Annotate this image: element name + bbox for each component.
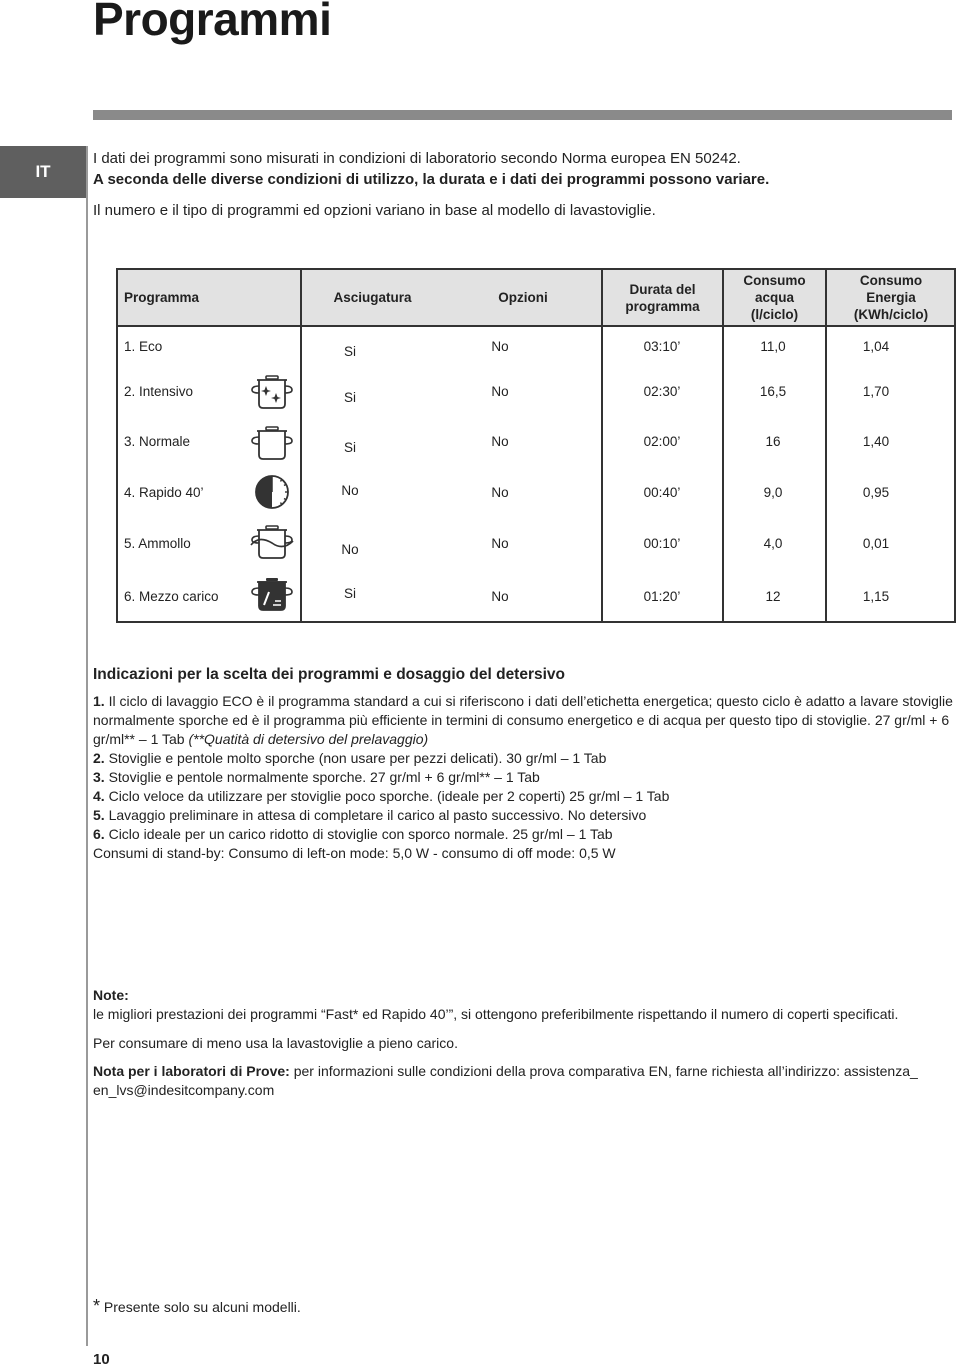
- durata-value: 01:20’: [643, 589, 681, 604]
- acqua-value: 16: [765, 434, 781, 449]
- note-2: [93, 749, 953, 768]
- header-acqua-line2: acqua: [754, 290, 795, 305]
- program-name: 3. Normale: [124, 434, 191, 449]
- half-load-icon: [249, 575, 295, 615]
- asciugatura-value: Si: [343, 390, 357, 405]
- header-energia: [826, 270, 956, 325]
- header-durata: [602, 270, 723, 325]
- note-text: Il ciclo di lavaggio ECO è il programma standard a cui si riferiscono i dati dell’etichetta energetica; questo ciclo è adatto a lavare stoviglie normalmente sporche ed è il programma più efficiente in termini di consumo energetico e di acqua per questo tipo di stoviglie. 27 gr/ml + 6 gr/ml** – 1 Tab: [93, 693, 953, 747]
- soak-pot-icon: [249, 523, 295, 563]
- durata-value: 02:30’: [643, 384, 681, 399]
- energia-value: 0,01: [862, 536, 890, 551]
- program-name: 6. Mezzo carico: [124, 589, 219, 604]
- table-divider: [722, 270, 724, 621]
- page-title: Programmi: [93, 0, 332, 45]
- energia-value: 1,04: [862, 339, 890, 354]
- header-durata-line1: Durata del: [629, 281, 696, 297]
- note-italic: (**Quatità di detersivo del prelavaggio): [188, 731, 429, 747]
- program-name: 1. Eco: [124, 339, 163, 354]
- asciugatura-value: No: [341, 483, 359, 498]
- pot-sparkle-icon: [249, 373, 295, 413]
- note-label: Note:: [93, 987, 129, 1003]
- header-rule: [93, 110, 952, 120]
- standby-consumption: Consumi di stand-by: Consumo di left-on mode: 5,0 W - consumo di off mode: 0,5 W: [93, 845, 616, 861]
- guide-title: Indicazioni per la scelta dei programmi e dosaggio del detersivo: [93, 666, 566, 683]
- opzioni-value: No: [491, 589, 509, 604]
- acqua-value: 4,0: [763, 536, 783, 551]
- note-text: Ciclo ideale per un carico ridotto di stoviglie con sporco normale. 25 gr/ml – 1 Tab: [104, 826, 613, 842]
- table-divider: [825, 270, 827, 621]
- note-5: [93, 806, 953, 825]
- footnote: [93, 1296, 301, 1317]
- header-acqua-line3: (l/ciclo): [750, 307, 799, 322]
- acqua-value: 12: [765, 589, 781, 604]
- lab-note-label: Nota per i laboratori di Prove:: [93, 1063, 290, 1079]
- durata-value: 00:40’: [643, 485, 681, 500]
- asciugatura-value: No: [341, 542, 359, 557]
- header-acqua: [723, 270, 826, 325]
- energia-value: 1,70: [862, 384, 890, 399]
- note-text: Ciclo veloce da utilizzare per stoviglie poco sporche. (ideale per 2 coperti) 25 gr/ml – 1 Tab: [104, 788, 670, 804]
- program-name: 4. Rapido 40’: [124, 485, 204, 500]
- note-text: Stoviglie e pentole normalmente sporche. 27 gr/ml + 6 gr/ml** – 1 Tab: [104, 769, 540, 785]
- opzioni-value: No: [491, 339, 509, 354]
- clock-icon: [249, 472, 295, 512]
- opzioni-value: No: [491, 384, 509, 399]
- intro-line-2: A seconda delle diverse condizioni di utilizzo, la durata e i dati dei programmi possono variare.: [93, 171, 770, 188]
- acqua-value: 16,5: [759, 384, 787, 399]
- header-acqua-line1: Consumo: [743, 273, 806, 288]
- lab-note: [93, 1062, 955, 1100]
- header-asciugatura: Asciugatura: [333, 290, 412, 305]
- durata-value: 02:00’: [643, 434, 681, 449]
- header-durata-line2: programma: [625, 298, 700, 314]
- table-divider: [601, 270, 603, 621]
- note-6: [93, 825, 953, 844]
- opzioni-value: No: [491, 536, 509, 551]
- note-number: 2.: [93, 750, 105, 766]
- note-text: Lavaggio preliminare in attesa di completare il carico al pasto successivo. No detersivo: [104, 807, 647, 823]
- energia-value: 1,15: [862, 589, 890, 604]
- durata-value: 00:10’: [643, 536, 681, 551]
- note-number: 1.: [93, 693, 105, 709]
- durata-value: 03:10’: [643, 339, 681, 354]
- notes-block: [93, 986, 955, 1100]
- note-text: Stoviglie e pentole molto sporche (non usare per pezzi delicati). 30 gr/ml – 1 Tab: [104, 750, 607, 766]
- footnote-text: Presente solo su alcuni modelli.: [100, 1299, 301, 1315]
- intro-line-1: I dati dei programmi sono misurati in condizioni di laboratorio secondo Norma europea EN 50242.: [93, 150, 741, 167]
- table-header: [118, 270, 954, 327]
- side-rule: [86, 146, 88, 1346]
- acqua-value: 11,0: [760, 339, 786, 354]
- intro-text: [93, 148, 953, 221]
- program-notes: [93, 692, 953, 863]
- opzioni-value: No: [491, 485, 509, 500]
- asciugatura-value: Si: [343, 440, 357, 455]
- note-4: [93, 787, 953, 806]
- header-energia-line3: (KWh/ciclo): [853, 307, 929, 322]
- energia-value: 0,95: [862, 485, 890, 500]
- energia-value: 1,40: [862, 434, 890, 449]
- asciugatura-value: Si: [343, 586, 357, 601]
- table-divider: [300, 270, 302, 621]
- language-tab: IT: [0, 146, 86, 198]
- note-line-1: le migliori prestazioni dei programmi “Fast* ed Rapido 40’”, si ottengono preferibilmente rispettando il numero di coperti specificati.: [93, 1006, 899, 1022]
- header-opzioni: Opzioni: [498, 290, 548, 305]
- header-energia-line2: Energia: [866, 290, 916, 305]
- note-number: 4.: [93, 788, 105, 804]
- footnote-star: *: [93, 1296, 101, 1316]
- note-1: [93, 692, 953, 749]
- intro-line-3: Il numero e il tipo di programmi ed opzioni variano in base al modello di lavastoviglie.: [93, 202, 656, 219]
- opzioni-value: No: [491, 434, 509, 449]
- note-number: 6.: [93, 826, 105, 842]
- asciugatura-value: Si: [343, 344, 357, 359]
- note-number: 5.: [93, 807, 105, 823]
- program-name: 2. Intensivo: [124, 384, 194, 399]
- note-3: [93, 768, 953, 787]
- programs-table: [116, 268, 956, 623]
- page-number: 10: [93, 1351, 110, 1368]
- header-energia-line1: Consumo: [859, 273, 923, 288]
- acqua-value: 9,0: [763, 485, 783, 500]
- note-line-2: Per consumare di meno usa la lavastoviglie a pieno carico.: [93, 1035, 458, 1051]
- pot-icon: [249, 424, 295, 464]
- program-name: 5. Ammollo: [124, 536, 191, 551]
- lab-note-text: per informazioni sulle condizioni della prova comparativa EN, farne richiesta all’indirizzo: assistenza_ en_lvs@indesitcompany.com: [93, 1063, 918, 1098]
- note-number: 3.: [93, 769, 105, 785]
- header-programma: Programma: [124, 290, 200, 305]
